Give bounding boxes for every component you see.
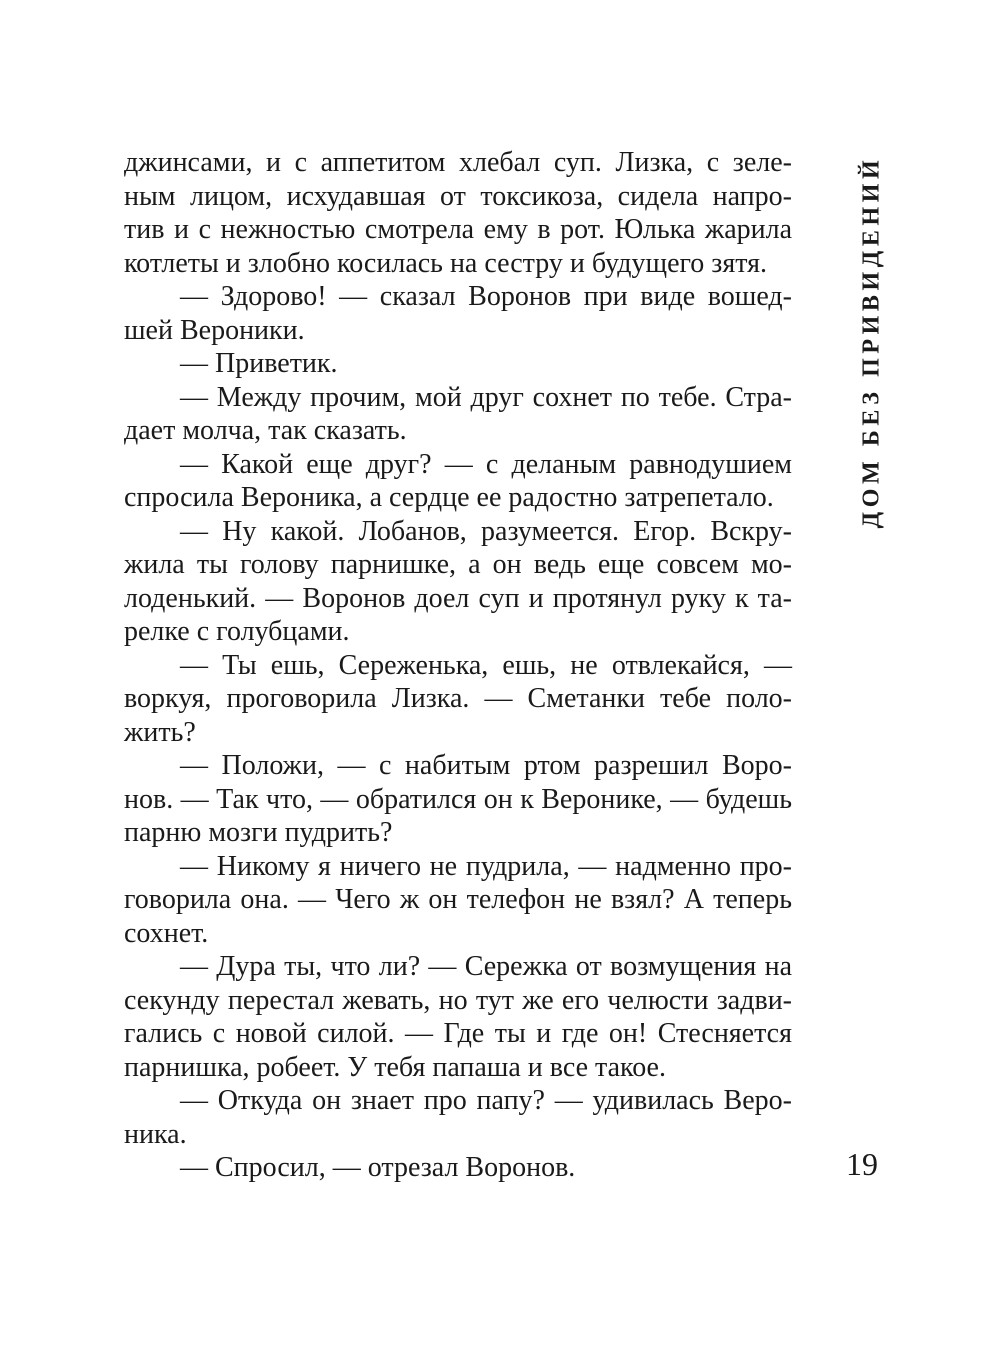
text-line: ника. — [124, 1118, 187, 1150]
text-line: парнишка, робеет. У тебя папаша и все такое. — [124, 1051, 666, 1083]
text-line: шей Вероники. — [124, 314, 305, 346]
text-line: — Между прочим, мой друг сохнет по тебе. Стра- — [180, 381, 792, 413]
text-line: — Спросил, — отрезал Воронов. — [180, 1152, 576, 1183]
text-line: — Никому я ничего не пудрила, — надменно про- — [180, 850, 792, 882]
text-line: жить? — [124, 716, 196, 748]
text-line: спросила Вероника, а сердце ее радостно затрепетало. — [124, 482, 774, 513]
text-line: — Положи, — с набитым ртом разрешил Воро- — [180, 750, 792, 781]
text-line: секунду перестал жевать, но тут же его челюсти задви- — [124, 984, 792, 1016]
text-line: — Дура ты, что ли? — Сережка от возмущения на — [180, 951, 792, 982]
running-head-title: ДОМ БЕЗ ПРИВИДЕНИЙ — [858, 155, 885, 529]
body-text — [124, 146, 792, 1185]
text-line: — Ты ешь, Сереженька, ешь, не отвлекайся, — — [180, 649, 792, 681]
text-line: ным лицом, исхудавшая от токсикоза, сидела напро- — [124, 180, 792, 212]
text-line: нов. — Так что, — обратился он к Веронике, — будешь — [124, 783, 792, 815]
text-line: парню мозги пудрить? — [124, 817, 393, 848]
text-line: жила ты голову парнишке, а он ведь еще совсем мо- — [124, 549, 792, 580]
text-line: — Какой еще друг? — с деланым равнодушием — [180, 448, 792, 480]
text-line: — Откуда он знает про папу? — удивилась Веро- — [180, 1085, 792, 1116]
page-number: 19 — [846, 1146, 878, 1182]
text-line: гались с новой силой. — Где ты и где он! Стесняется — [124, 1018, 792, 1049]
text-line: лоденький. — Воронов доел суп и протянул руку к та- — [124, 582, 792, 614]
text-line: дает молча, так сказать. — [124, 415, 407, 446]
text-line: — Приветик. — [180, 348, 338, 379]
text-line: воркуя, проговорила Лизка. — Сметанки тебе поло- — [124, 683, 792, 714]
running-head — [852, 150, 892, 535]
text-line: котлеты и злобно косилась на сестру и будущего зятя. — [124, 247, 767, 279]
text-line: джинсами, и с аппетитом хлебал суп. Лизка, с зеле- — [124, 147, 792, 178]
text-line: тив и с нежностью смотрела ему в рот. Юлька жарила — [124, 214, 792, 245]
text-line: — Здорово! — сказал Воронов при виде вошед- — [180, 281, 792, 312]
text-line: сохнет. — [124, 917, 209, 949]
text-line: релке с голубцами. — [124, 616, 350, 647]
text-line: — Ну какой. Лобанов, разумеется. Егор. Вскру- — [180, 515, 792, 547]
text-line: говорила она. — Чего ж он телефон не взял? А теперь — [124, 884, 792, 915]
